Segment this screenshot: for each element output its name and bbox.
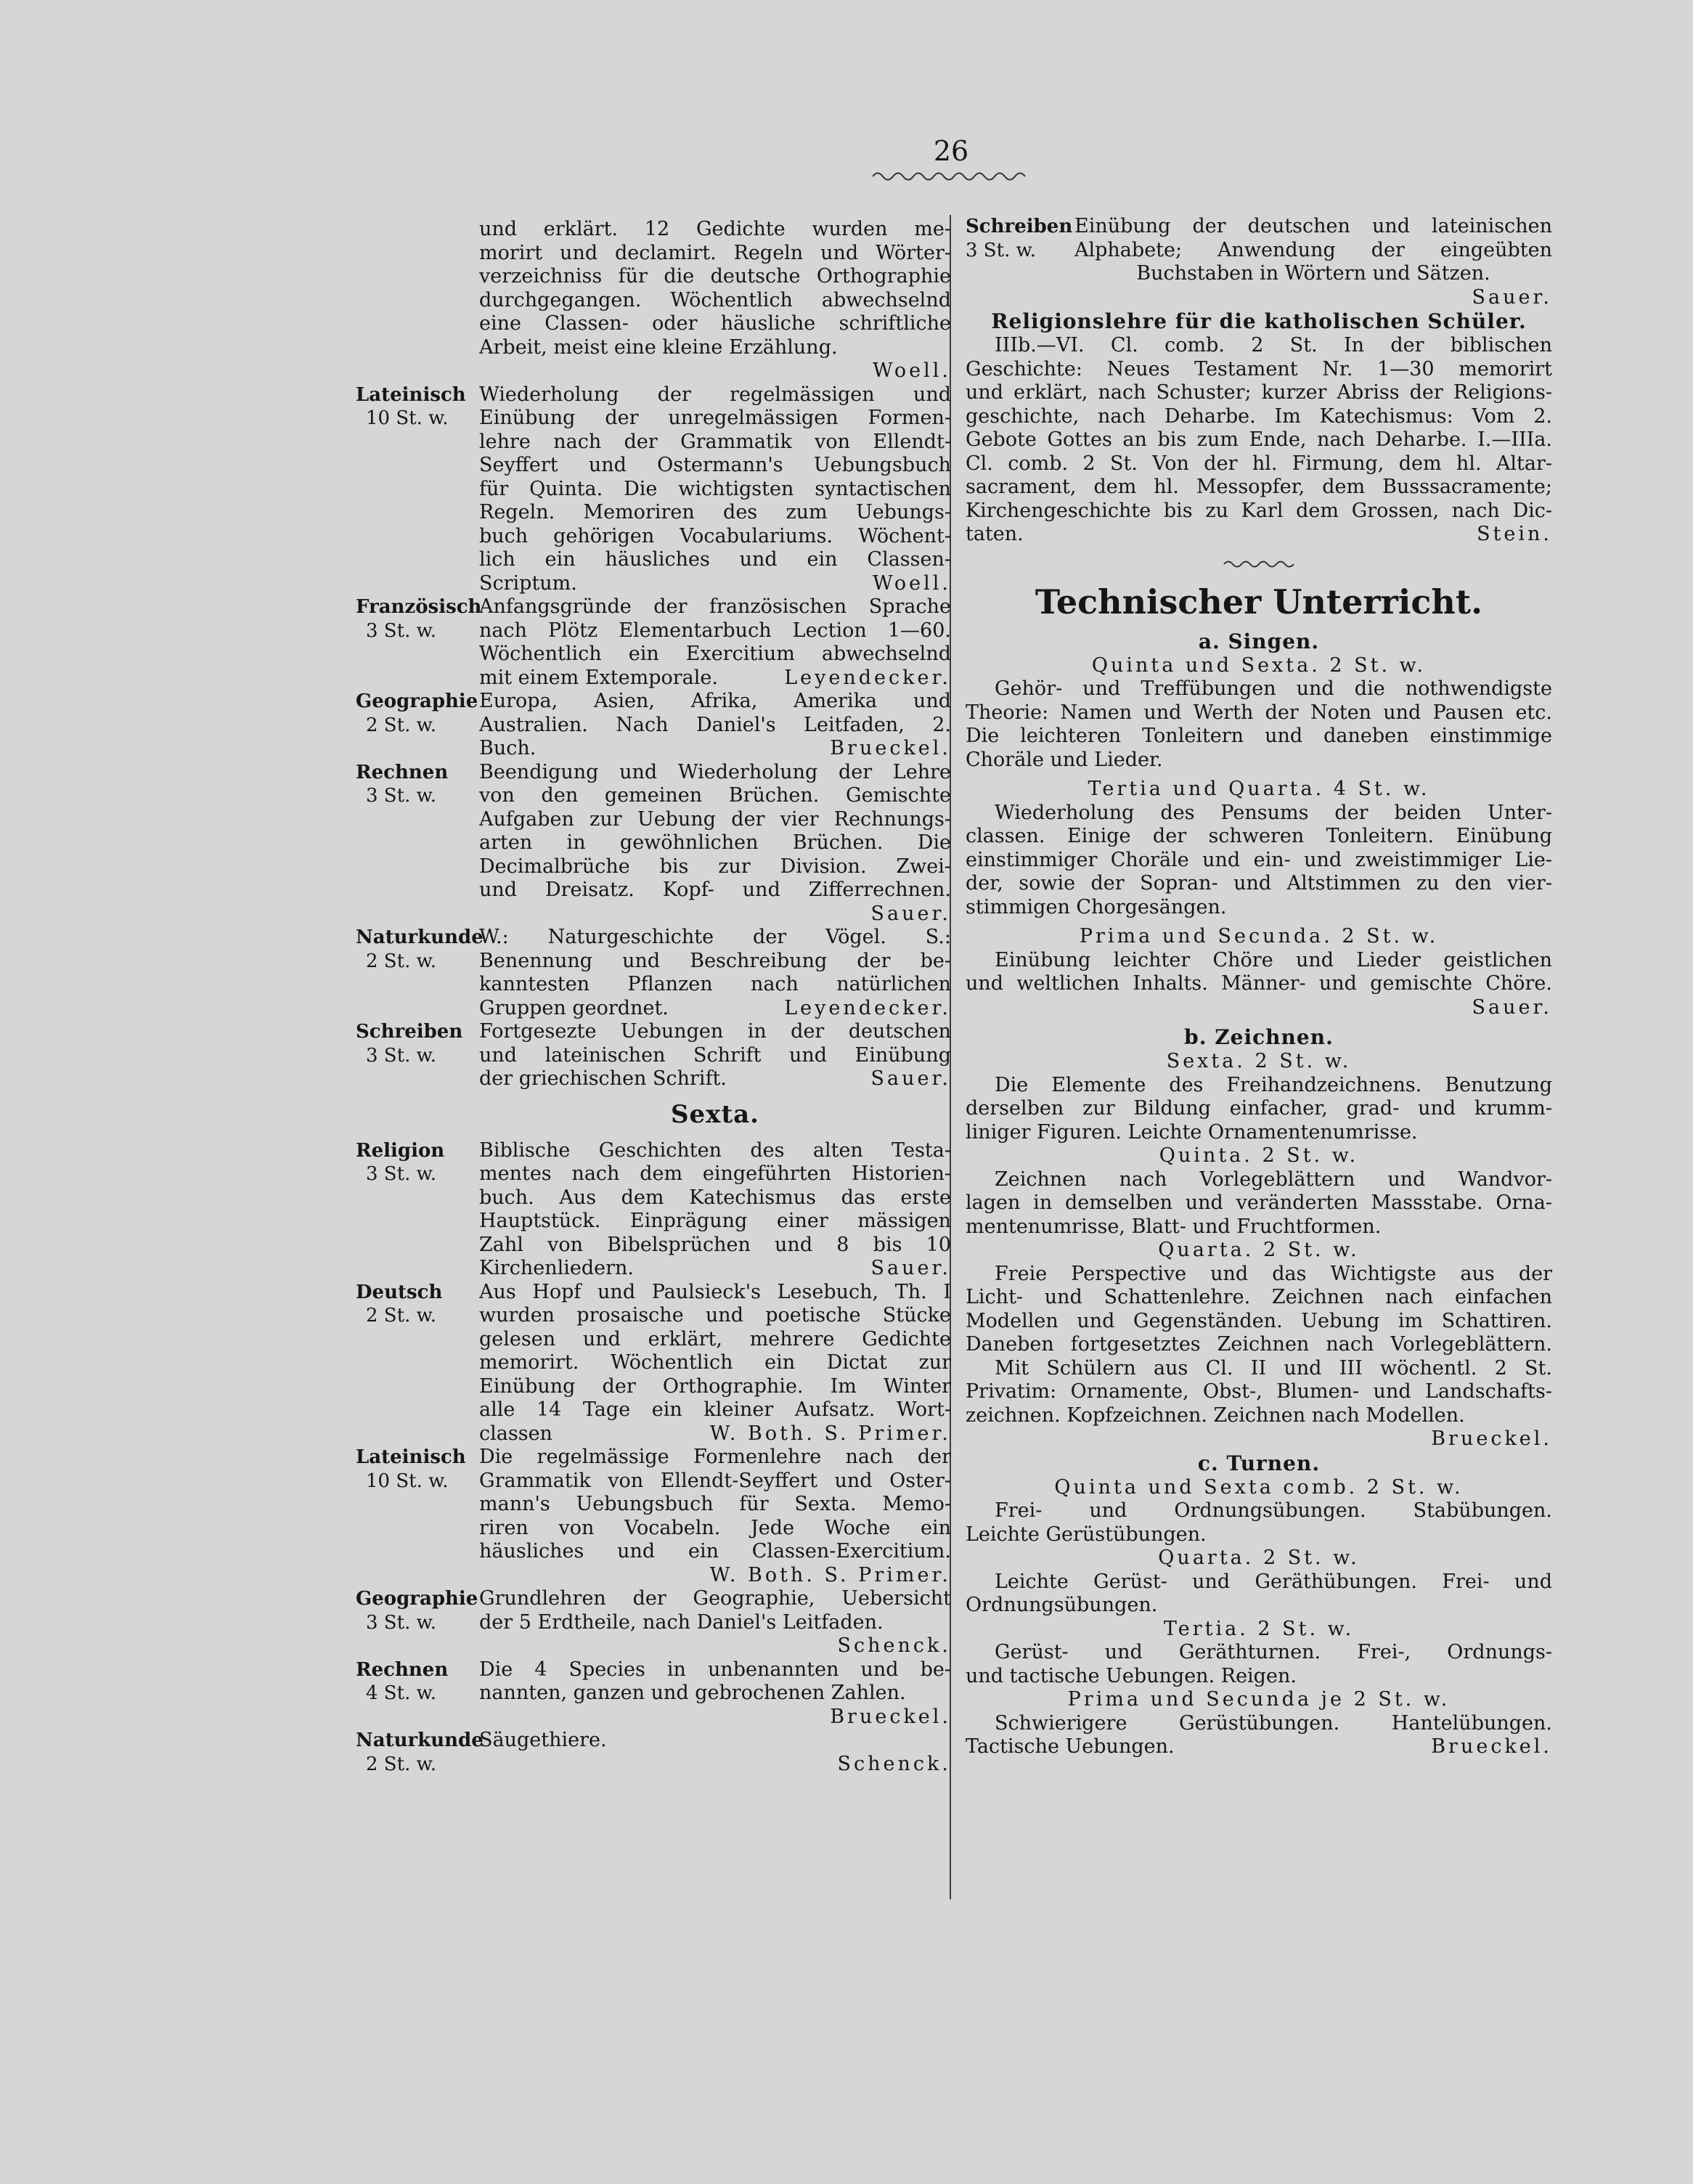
text-line: durchgegangen. Wöchentlich abwechselnd: [479, 288, 951, 311]
text-line: und erklärt. 12 Gedichte wurden me-: [479, 218, 951, 240]
text-line: arten in gewöhnlichen Brüchen. Die: [479, 831, 951, 854]
teacher-signature: Brueckel.: [830, 737, 951, 759]
text-line: Frei- und Ordnungsübungen. Stabübungen.: [995, 1499, 1552, 1522]
text-line: Zahl von Bibelsprüchen und 8 bis 10: [479, 1233, 951, 1256]
text-line: Schwierigere Gerüstübungen. Hantelübungen.: [995, 1711, 1552, 1735]
teacher-signature: Schenck.: [837, 1752, 951, 1775]
subject-entry-geographie-sexta: [356, 1587, 958, 1658]
text-line: stimmigen Chorgesängen.: [966, 895, 1227, 918]
text-line: memorirt. Wöchentlich ein Dictat zur: [479, 1351, 951, 1374]
text-line: Aus Hopf und Paulsieck's Lesebuch, Th. I: [479, 1280, 951, 1303]
text-line: Scriptum. Woell.: [479, 571, 951, 595]
page-number: 26: [933, 135, 969, 167]
text-line: classen. Einige der schweren Tonleitern. Einübung: [966, 825, 1552, 847]
subject-entry-lateinisch-sexta: [356, 1446, 958, 1587]
teacher-signature: Leyendecker.: [784, 996, 951, 1019]
class-line: Tertia und Quarta. 4 St. w.: [1088, 778, 1430, 800]
class-line: Quinta. 2 St. w.: [1159, 1144, 1359, 1167]
subject-entry-schreiben: [356, 1020, 958, 1091]
teacher-signature: W. Both. S. Primer.: [709, 1422, 951, 1445]
text-line: Die regelmässige Formenlehre nach der: [479, 1446, 951, 1468]
subject-label: Religion 3 St. w.: [356, 1139, 445, 1185]
class-line: Quinta und Sexta comb. 2 St. w.: [1054, 1475, 1464, 1499]
text-line: und erklärt, nach Schuster; kurzer Abriss der Religions-: [966, 381, 1552, 404]
text-line: eine Classen- oder häusliche schriftliche: [479, 312, 951, 335]
text-line: nach Plötz Elementarbuch Lection 1—60.: [479, 619, 951, 642]
text-line: mentenumrisse, Blatt- und Fruchtformen.: [966, 1215, 1382, 1238]
class-line: Prima und Secunda je 2 St. w.: [1067, 1688, 1451, 1711]
text-line: für Quinta. Die wichtigsten syntactischen: [479, 477, 951, 500]
text-line: Tactische Uebungen. Brueckel.: [966, 1735, 1552, 1758]
text-line: classen W. Both. S. Primer.: [479, 1422, 951, 1445]
text-line: Leichte Gerüst- und Geräthübungen. Frei- und: [995, 1570, 1552, 1593]
text-line: lich ein häusliches und ein Classen-: [479, 548, 951, 571]
text-line: zeichnen. Kopfzeichnen. Zeichnen nach Modellen.: [966, 1403, 1465, 1427]
page-number-ornament: [871, 166, 1031, 187]
subject-entry-lateinisch: [356, 383, 958, 596]
text-line: lehre nach der Grammatik von Ellendt-: [479, 430, 951, 453]
text-line: Buchstaben in Wörtern und Sätzen.: [1136, 262, 1490, 285]
text-line: Australien. Nach Daniel's Leitfaden, 2.: [479, 713, 951, 736]
text-line: W.: Naturgeschichte der Vögel. S.:: [479, 926, 951, 948]
religion-kath-paragraph: [966, 334, 1552, 547]
text-line: und Dreisatz. Kopf- und Zifferrechnen.: [479, 879, 951, 901]
text-line: Geschichte: Neues Testament Nr. 1—30 memorirt: [966, 357, 1552, 380]
right-column: [966, 215, 1552, 1759]
text-line: Licht- und Schattenlehre. Zeichnen nach einfachen: [966, 1286, 1552, 1308]
text-line: Einübung der Orthographie. Im Winter: [479, 1374, 951, 1398]
text-line: Die leichteren Tonleitern und daneben einstimmige: [966, 725, 1552, 747]
teacher-signature: Woell.: [872, 571, 951, 595]
text-line: der, sowie der Sopran- und Altstimmen zu den vier-: [966, 872, 1552, 895]
subject-label: Deutsch 2 St. w.: [356, 1281, 443, 1327]
subject-label: Lateinisch 10 St. w.: [356, 383, 466, 429]
heading-turnen: c. Turnen.: [1197, 1451, 1321, 1475]
text-line: Cl. comb. 2 St. Von der hl. Firmung, dem hl. Altar-: [966, 452, 1552, 475]
text-line: buch. Aus dem Katechismus das erste: [479, 1186, 951, 1209]
text-line: der griechischen Schrift. Sauer.: [479, 1067, 951, 1090]
subject-label: Geographie 3 St. w.: [356, 1588, 478, 1634]
teacher-signature: Sauer.: [1472, 285, 1552, 309]
heading-singen: a. Singen.: [1198, 629, 1320, 653]
subject-label: Rechnen 4 St. w.: [356, 1658, 449, 1704]
subject-label: Französisch 3 St. w.: [356, 596, 482, 642]
text-line: derselben zur Bildung einfacher, grad- und krumm-: [966, 1097, 1552, 1120]
subject-entry-religion: [356, 1139, 958, 1281]
text-line: und weltlichen Inhalts. Männer- und gemischte Chöre.: [966, 972, 1552, 995]
teacher-signature: Schenck.: [837, 1634, 951, 1657]
text-line: Säugethiere.: [479, 1729, 607, 1751]
teacher-signature: W. Both. S. Primer.: [709, 1563, 951, 1586]
subject-label: Geographie 2 St. w.: [356, 690, 478, 736]
subject-label: Rechnen 3 St. w.: [356, 761, 449, 807]
teacher-signature: Brueckel.: [830, 1705, 951, 1728]
text-line: Grammatik von Ellendt-Seyffert und Oster-: [479, 1469, 951, 1492]
text-line: morirt und declamirt. Regeln und Wörter-: [479, 241, 951, 264]
text-line: IIIb.—VI. Cl. comb. 2 St. In der biblischen: [995, 334, 1552, 356]
text-line: Zeichnen nach Vorlegeblättern und Wandvor-: [995, 1168, 1552, 1191]
text-line: liniger Figuren. Leichte Ornamentenumrisse.: [966, 1120, 1418, 1144]
heading-zeichnen: b. Zeichnen.: [1184, 1025, 1334, 1049]
text-line: kanntesten Pflanzen nach natürlichen: [479, 973, 951, 995]
text-line: Freie Perspective und das Wichtigste aus der: [995, 1262, 1552, 1285]
text-line: Beendigung und Wiederholung der Lehre: [479, 760, 951, 783]
text-line: nannten, ganzen und gebrochenen Zahlen.: [479, 1682, 906, 1704]
subject-label: Naturkunde 2 St. w.: [356, 926, 484, 972]
text-line: Regeln. Memoriren des zum Uebungs-: [479, 501, 951, 523]
text-line: Einübung leichter Chöre und Lieder geistlichen: [995, 948, 1552, 971]
class-line: Quinta und Sexta. 2 St. w.: [1091, 653, 1427, 677]
teacher-signature: Sauer.: [870, 902, 951, 925]
intro-paragraph: [356, 218, 958, 383]
text-line: taten. Stein.: [966, 523, 1552, 545]
class-line: Quarta. 2 St. w.: [1158, 1239, 1360, 1261]
text-line: Theorie: Namen und Werth der Noten und Pausen etc.: [966, 701, 1552, 724]
text-line: mann's Uebungsbuch für Sexta. Memo-: [479, 1493, 951, 1515]
subject-label: Naturkunde 2 St. w.: [356, 1729, 484, 1775]
text-line: Hauptstück. Einprägung einer mässigen: [479, 1210, 951, 1232]
text-line: gelesen und erklärt, mehrere Gedichte: [479, 1327, 951, 1350]
text-line: alle 14 Tage ein kleiner Aufsatz. Wort-: [479, 1398, 951, 1421]
text-line: Ordnungsübungen.: [966, 1594, 1158, 1616]
subject-label: Lateinisch 10 St. w.: [356, 1446, 466, 1492]
text-line: Kirchenliedern. Sauer.: [479, 1257, 951, 1279]
subject-entry-rechnen: [356, 761, 958, 926]
section-ornament: [1223, 557, 1295, 571]
class-line: Prima und Secunda. 2 St. w.: [1079, 925, 1439, 948]
text-line: Aufgaben zur Uebung der vier Rechnungs-: [479, 807, 951, 831]
text-line: Privatim: Ornamente, Obst-, Blumen- und Landschafts-: [966, 1380, 1552, 1403]
class-line: Sexta. 2 St. w.: [1166, 1050, 1352, 1072]
text-line: mit einem Extemporale. Leyendecker.: [479, 666, 951, 689]
subject-entry-geographie: [356, 690, 958, 761]
text-line: Einübung der unregelmässigen Formen-: [479, 407, 951, 429]
class-line: Quarta. 2 St. w.: [1158, 1547, 1360, 1569]
text-line: Buch. Brueckel.: [479, 737, 951, 759]
section-heading-sexta: Sexta.: [670, 1099, 760, 1129]
text-line: Anfangsgründe der französischen Sprache: [479, 595, 951, 618]
text-line: Die Elemente des Freihandzeichnens. Benutzung: [995, 1073, 1552, 1096]
text-line: Biblische Geschichten des alten Testa-: [479, 1138, 951, 1162]
text-line: verzeichniss für die deutsche Orthographie: [479, 265, 951, 288]
text-line: riren von Vocabeln. Jede Woche ein: [479, 1516, 951, 1539]
text-line: Einübung der deutschen und lateinischen: [1074, 215, 1552, 237]
text-line: Modellen und Gegenständen. Uebung im Schattiren.: [966, 1309, 1552, 1332]
subject-entry-franzoesisch: [356, 595, 958, 690]
text-line: von den gemeinen Brüchen. Gemischte: [479, 784, 951, 807]
text-line: Benennung und Beschreibung der be-: [479, 949, 951, 972]
teacher-signature: Brueckel.: [1431, 1735, 1552, 1758]
text-line: Grundlehren der Geographie, Uebersicht: [479, 1587, 951, 1610]
text-line: Seyffert und Ostermann's Uebungsbuch: [479, 454, 951, 476]
text-line: Gerüst- und Geräthturnen. Frei-, Ordnungs-: [995, 1641, 1552, 1663]
teacher-signature: Sauer.: [870, 1257, 951, 1279]
text-line: Fortgesezte Uebungen in der deutschen: [479, 1020, 951, 1043]
text-line: Choräle und Lieder.: [966, 748, 1163, 771]
text-line: Wiederholung des Pensums der beiden Unter-: [995, 801, 1552, 824]
teacher-signature: Brueckel.: [1431, 1427, 1552, 1450]
text-line: Die 4 Species in unbenannten und be-: [479, 1658, 951, 1681]
text-line: und lateinischen Schrift und Einübung: [479, 1043, 951, 1067]
subject-entry-schreiben-right: [966, 215, 1552, 309]
teacher-signature: Leyendecker.: [784, 666, 951, 689]
subject-entry-naturkunde-sexta: [356, 1729, 958, 1776]
class-line: Tertia. 2 St. w.: [1163, 1617, 1355, 1640]
subject-entry-rechnen-sexta: [356, 1658, 958, 1729]
subject-label: Schreiben 3 St. w.: [966, 216, 1073, 261]
text-line: Decimalbrüche bis zur Division. Zwei-: [479, 855, 951, 878]
text-line: sacrament, dem hl. Messopfer, dem Busssacramente;: [966, 476, 1552, 498]
text-line: Europa, Asien, Afrika, Amerika und: [479, 690, 951, 712]
text-line: der 5 Erdtheile, nach Daniel's Leitfaden.: [479, 1610, 884, 1634]
text-line: Wiederholung der regelmässigen und: [479, 383, 951, 406]
text-line: Gebote Gottes an bis zum Ende, nach Deharbe. I.—IIIa.: [966, 428, 1552, 451]
subject-entry-deutsch: [356, 1281, 958, 1446]
subject-label: Schreiben 3 St. w.: [356, 1021, 463, 1067]
text-line: Alphabete; Anwendung der eingeübten: [1074, 238, 1552, 261]
text-line: geschichte, nach Deharbe. Im Katechismus: Vom 2.: [966, 404, 1552, 428]
text-line: buch gehörigen Vocabulariums. Wöchent-: [479, 524, 951, 547]
text-line: Arbeit, meist eine kleine Erzählung.: [479, 335, 838, 359]
text-line: einstimmiger Choräle und ein- und zweistimmiger Lie-: [966, 848, 1552, 871]
heading-technischer-unterricht: Technischer Unterricht.: [1035, 582, 1483, 622]
text-line: wurden prosaische und poetische Stücke: [479, 1304, 951, 1327]
subject-entry-naturkunde: [356, 926, 958, 1020]
text-line: Wöchentlich ein Exercitium abwechselnd: [479, 643, 951, 665]
teacher-signature: Woell.: [872, 359, 951, 382]
text-line: Gehör- und Treffübungen und die nothwendigste: [995, 677, 1552, 700]
teacher-signature: Stein.: [1477, 523, 1552, 545]
text-line: lagen in demselben und veränderten Massstabe. Orna-: [966, 1191, 1552, 1214]
text-line: und tactische Uebungen. Reigen.: [966, 1664, 1297, 1687]
teacher-signature: Sauer.: [870, 1067, 951, 1090]
text-line: Leichte Gerüstübungen.: [966, 1523, 1207, 1546]
heading-religionslehre: Religionslehre für die katholischen Schüler.: [991, 309, 1527, 333]
text-line: häusliches und ein Classen-Exercitium.: [479, 1540, 951, 1562]
text-line: Mit Schülern aus Cl. II und III wöchentl. 2 St.: [995, 1356, 1552, 1380]
text-line: Daneben fortgesetztes Zeichnen nach Vorlegeblättern.: [966, 1333, 1552, 1356]
text-line: Kirchengeschichte bis zu Karl dem Grossen, nach Dic-: [966, 499, 1552, 522]
teacher-signature: Sauer.: [1472, 995, 1552, 1019]
left-column: [356, 218, 958, 1776]
text-line: mentes nach dem eingeführten Historien-: [479, 1162, 951, 1185]
text-line: Gruppen geordnet. Leyendecker.: [479, 996, 951, 1019]
